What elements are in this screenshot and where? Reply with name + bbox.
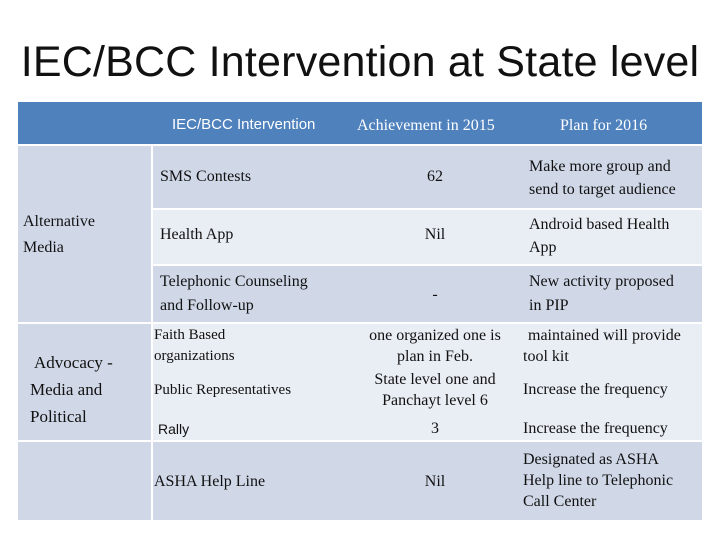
plan-line: Call Center: [523, 493, 597, 510]
plan-line: Help line to Telephonic: [523, 472, 674, 489]
name-line: and Follow-up: [160, 297, 254, 314]
row-public-rep-plan: Increase the frequency: [523, 381, 668, 398]
name-line: Telephonic Counseling: [160, 273, 308, 290]
plan-line: Android based Health: [529, 216, 670, 233]
group-label-line: Media: [23, 239, 64, 256]
plan-line: maintained will provide: [528, 327, 681, 344]
row-health-app-achievement: Nil: [424, 226, 446, 243]
row-health-app-name: Health App: [160, 226, 234, 243]
header-plan: Plan for 2016: [560, 117, 648, 134]
row-rally-achievement: 3: [431, 420, 439, 437]
row-public-rep-achievement: [355, 369, 515, 411]
row-faith-plan: [523, 325, 713, 367]
row-rally-plan: Increase the frequency: [523, 420, 668, 437]
row-faith-name: [154, 325, 344, 367]
group-label-advocacy: [24, 349, 149, 430]
header-intervention: IEC/BCC Intervention: [172, 116, 316, 133]
group-label-line: Alternative: [23, 213, 95, 230]
group-label-alternative-media: [23, 211, 148, 259]
plan-line: in PIP: [529, 297, 569, 314]
row-rally-name: Rally: [158, 421, 190, 437]
group-label-line: Advocacy -: [34, 353, 113, 372]
plan-line: New activity proposed: [529, 273, 674, 290]
group-label-line: Media and: [30, 380, 103, 399]
row-asha-name: ASHA Help Line: [154, 473, 266, 490]
row-tele-plan: [529, 270, 709, 318]
name-line: organizations: [154, 348, 235, 364]
row-asha-plan: [523, 449, 718, 512]
plan-line: send to target audience: [529, 181, 676, 198]
name-line: Faith Based: [154, 327, 226, 343]
plan-line: tool kit: [523, 348, 569, 365]
achievement-line: plan in Feb.: [397, 348, 473, 365]
row-tele-name: [160, 270, 350, 318]
row-public-rep-name: Public Representatives: [154, 382, 292, 398]
achievement-line: one organized one is: [369, 327, 501, 344]
row-sms-achievement: 62: [427, 168, 443, 185]
plan-line: App: [529, 239, 557, 256]
row-faith-achievement: [355, 325, 515, 367]
row-asha-achievement: Nil: [424, 473, 446, 490]
achievement-line: State level one and: [374, 371, 496, 388]
row-sms-plan: [529, 155, 709, 201]
plan-line: Make more group and: [529, 158, 671, 175]
row-tele-achievement: -: [432, 286, 438, 303]
header-achievement: Achievement in 2015: [357, 117, 495, 134]
plan-line: Designated as ASHA: [523, 451, 659, 468]
group-label-line: Political: [30, 407, 87, 426]
row-sms-name: SMS Contests: [160, 168, 252, 185]
slide-title: IEC/BCC Intervention at State level: [20, 38, 700, 86]
group-cell-empty: [18, 442, 151, 520]
achievement-line: Panchayt level 6: [382, 392, 488, 409]
row-health-app-plan: [529, 213, 709, 259]
